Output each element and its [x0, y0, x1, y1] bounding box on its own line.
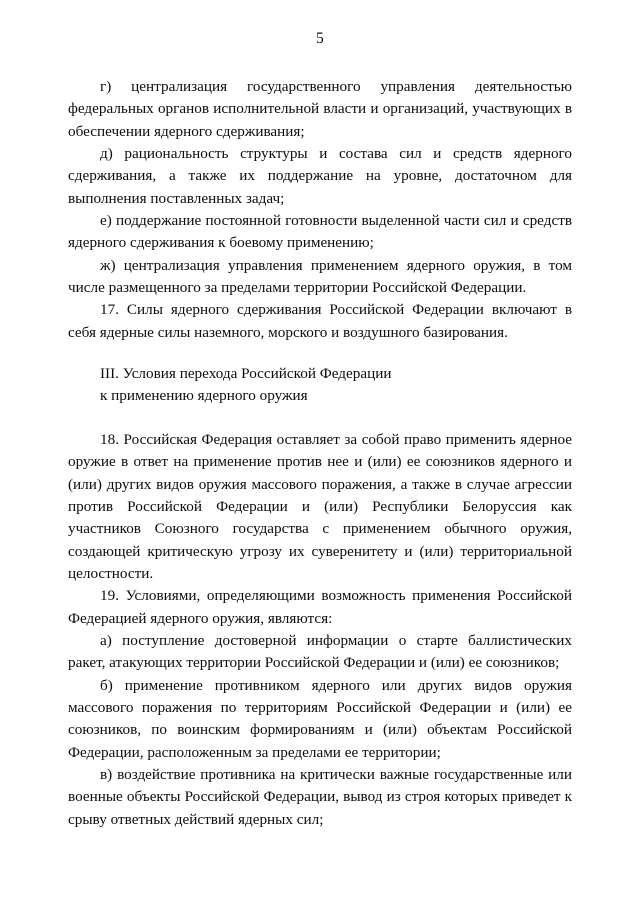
- paragraph-zh: ж) централизация управления применением ядерного оружия, в том числе размещенного за пределами территории Российской Федерации.: [68, 256, 572, 297]
- paragraph-b: б) применение противником ядерного или других видов оружия массового поражения по территориям Российской Федерации и (или) ее союзников, по воинским формированиям и (или) объектам Российской Федерации, расположенным за пределами ее территории;: [68, 676, 572, 761]
- page-number: 5: [316, 30, 324, 47]
- paragraph-a: а) поступление достоверной информации о старте баллистических ракет, атакующих территории Российской Федерации и (или) ее союзников;: [68, 631, 572, 672]
- section-heading-line-1: III. Условия перехода Российской Федерации: [100, 365, 392, 383]
- paragraph-e: е) поддержание постоянной готовности выделенной части сил и средств ядерного сдерживания к боевому применению;: [68, 212, 572, 252]
- paragraph-g: г) централизация государственного управления деятельностью федеральных органов исполнительной власти и организаций, участвующих в обеспечении ядерного сдерживания;: [68, 78, 572, 140]
- document-body: [68, 76, 572, 831]
- paragraph-18: 18. Российская Федерация оставляет за собой право применить ядерное оружие в ответ на применение против нее и (или) ее союзников ядерного и (или) других видов оружия массового поражения, а также в случае агрессии против Российской Федерации и (или) Республики Белоруссия как участников Союзного государства с применением обычного оружия, создающей критическую угрозу их суверенитету и (или) территориальной целостности.: [68, 430, 572, 582]
- heading-spacer-top: [68, 344, 572, 363]
- paragraph-v: в) воздействие противника на критически важные государственные или военные объекты Российской Федерации, вывод из строя которых приведет к срыву ответных действий ядерных сил;: [68, 765, 572, 828]
- paragraph-d: д) рациональность структуры и состава сил и средств ядерного сдерживания, а также их поддержание на уровне, достаточном для выполнения поставленных задач;: [68, 145, 572, 207]
- heading-spacer-bottom: [68, 408, 572, 429]
- paragraph-17: 17. Силы ядерного сдерживания Российской Федерации включают в себя ядерные силы наземного, морского и воздушного базирования.: [68, 301, 572, 341]
- section-heading-line-2: к применению ядерного оружия: [100, 387, 308, 405]
- paragraph-19: 19. Условиями, определяющими возможность применения Российской Федерацией ядерного оружия, являются:: [68, 587, 572, 627]
